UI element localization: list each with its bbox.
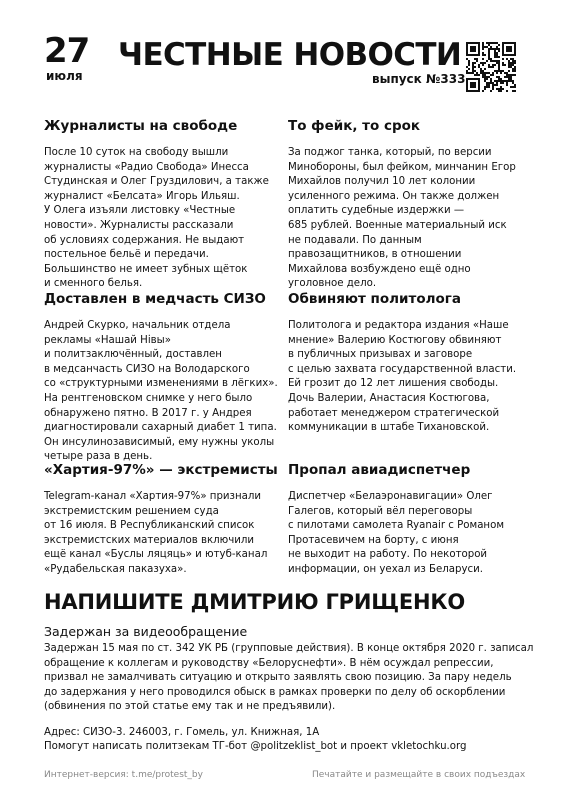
article-body: Андрей Скурко, начальник отдела рекламы «Нашай Нівы» и политзаключённый, доставлен в медсанчасть СИЗО на Володарского со «структурными изменениями в лёгких». На рентгеновском снимке у него было обнаружено пятно. В 2017 г. у Андрея диагностировали сахарный диабет 1 типа. Он инсулинозависимый, ему нужны уколы четыре раза в день. xyxy=(44,320,278,463)
masthead-title: ЧЕСТНЫЕ НОВОСТИ xyxy=(118,37,462,73)
article-body: За поджог танка, который, по версии Минобороны, был фейком, минчанин Егор Михайлов получил 10 лет колонии усиленного режима. Он также должен оплатить судебные издержки — 685 рублей. Военные материальный иск не подавали. По данным правозащитников, в отношении Михайлова возбуждено ещё одно уголовное дело. xyxy=(288,147,516,290)
issue-number: выпуск №333 xyxy=(372,72,466,86)
article-title: То фейк, то срок xyxy=(288,118,421,134)
footer-online-version: Интернет-версия: t.me/protest_by xyxy=(44,770,203,780)
article-missing-dispatcher xyxy=(288,462,532,578)
article-title: Доставлен в медчасть СИЗО xyxy=(44,291,266,307)
article-body: Политолога и редактора издания «Наше мнение» Валерию Костюгову обвиняют в публичных призывах и заговоре с целью захвата государственной власти. Ей грозит до 12 лет лишения свободы. Дочь Валерии, Анастасия Костюгова, работает менеджером стратегической коммуникации в штабе Тихановской. xyxy=(288,320,517,434)
article-title: «Хартия-97%» — экстремисты xyxy=(44,462,278,478)
qr-code-icon xyxy=(466,42,516,92)
date-month: июля xyxy=(46,69,83,83)
prison-address: Адрес: СИЗО-3. 246003, г. Гомель, ул. Книжная, 1А xyxy=(44,727,320,738)
article-body: Telegram-канал «Хартия-97%» признали экстремистским решением суда от 16 июля. В Республиканский список экстремистских материалов включили ещё канал «Буслы ляцяць» и ютуб-канал «Рудабельская паказуха». xyxy=(44,491,268,575)
article-title: Журналисты на свободе xyxy=(44,118,238,134)
article-fake-sentence xyxy=(288,118,532,292)
article-body: После 10 суток на свободу вышли журналисты «Радио Свобода» Инесса Студинская и Олег Груздилович, а также журналист «Белсата» Игорь Ильяш. У Олега изъяли листовку «Честные новости». Журналисты рассказали об условиях содержания. Не выдают постельное бельё и передачи. Большинство не имеет зубных щёток и сменного белья. xyxy=(44,147,269,290)
article-journalists-freed xyxy=(44,118,280,292)
article-charter97-extremists xyxy=(44,462,280,578)
appeal-subheading: Задержан за видеообращение xyxy=(44,624,248,639)
letter-bot-info: Помогут написать политзекам ТГ-бот @politzeklist_bot и проект vkletochku.org xyxy=(44,741,467,752)
article-skurko-medical xyxy=(44,291,280,465)
article-title: Обвиняют политолога xyxy=(288,291,461,307)
date-day: 27 xyxy=(44,31,90,71)
article-title: Пропал авиадиспетчер xyxy=(288,462,471,478)
article-body: Диспетчер «Белаэронавигации» Олег Галегов, который вёл переговоры с пилотами самолета Ryanair с Романом Протасевичем на борту, с июня не выходит на работу. По некоторой информации, он уехал из Беларуси. xyxy=(288,491,505,575)
appeal-heading: НАПИШИТЕ ДМИТРИЮ ГРИЩЕНКО xyxy=(44,590,466,614)
appeal-text: Задержан 15 мая по ст. 342 УК РБ (групповые действия). В конце октября 2020 г. записал обращение к коллегам и руководству «Белоруснефти». В нём осуждал репрессии, призвал не замалчивать ситуацию и открыто заявлять свою позицию. За пару недель до задержания у него проводился обыск в рамках проверки по делу об оскорблении (обвинения по этой статье ему так и не предъявили). xyxy=(44,643,534,713)
footer-print-note: Печатайте и размещайте в своих подъездах xyxy=(312,770,526,780)
article-political-scientist xyxy=(288,291,532,436)
